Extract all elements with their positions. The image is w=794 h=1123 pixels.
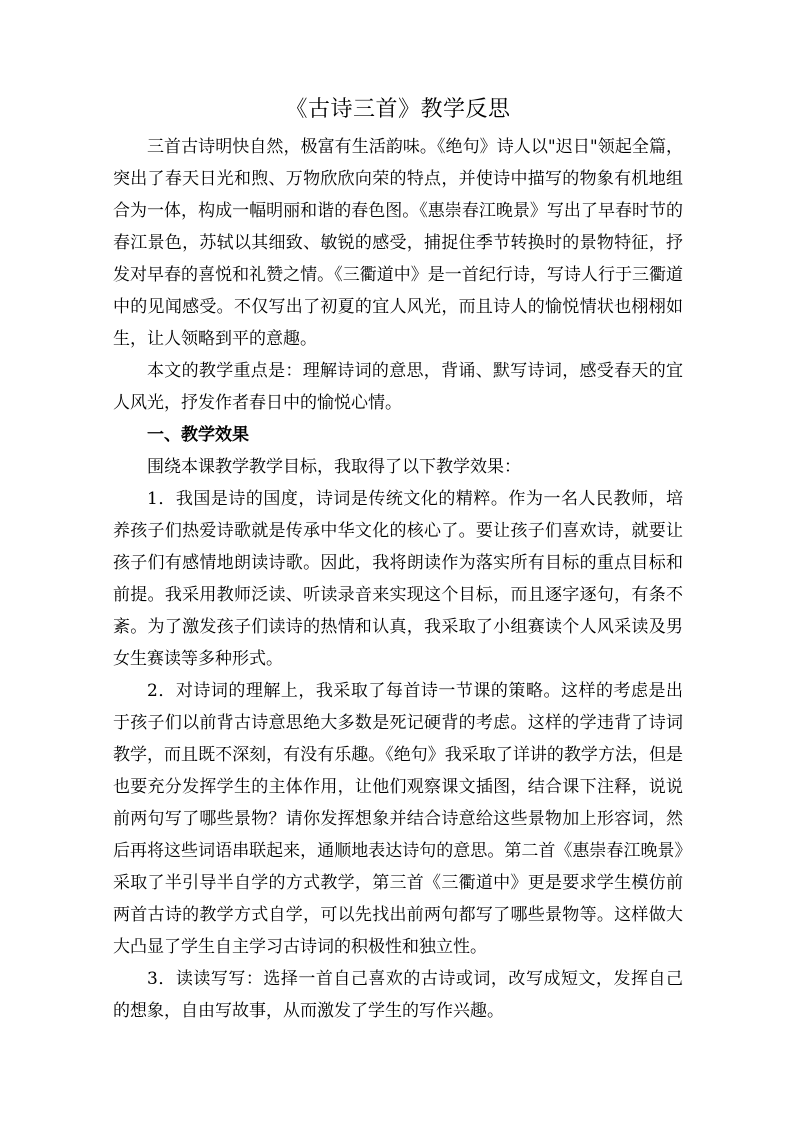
- intro-paragraph-focus: 本文的教学重点是：理解诗词的意思，背诵、默写诗词，感受春天的宜人风光，抒发作者春日中的愉悦心情。: [113, 361, 683, 413]
- effect-item-3: 3．读读写写：选择一首自己喜欢的古诗或词，改写成短文，发挥自己的想象，自由写故事，从而激发了学生的写作兴趣。: [113, 969, 683, 1021]
- intro-paragraph-poems: 三首古诗明快自然，极富有生活韵味。《绝句》诗人以"迟日"领起全篇，突出了春天日光和煦、万物欣欣向荣的特点，并使诗中描写的物象有机地组合为一体，构成一幅明丽和谐的春色图。《惠崇春江晚景》写出了早春时节的春江景色，苏轼以其细致、敏锐的感受，捕捉住季节转换时的景物特征，抒发对早春的喜悦和礼赞之情。《三衢道中》是一首纪行诗，写诗人行于三衢道中的见闻感受。不仅写出了初夏的宜人风光，而且诗人的愉悦情状也栩栩如生，让人领略到平的意趣。: [113, 137, 683, 349]
- document-body: [113, 92, 683, 1027]
- section-heading-teaching-effect: 一、教学效果: [147, 425, 249, 445]
- document-title: 《古诗三首》教学反思: [285, 97, 511, 122]
- effect-intro: 围绕本课教学教学目标，我取得了以下教学效果：: [147, 457, 521, 477]
- effect-item-1: 1．我国是诗的国度，诗词是传统文化的精粹。作为一名人民教师，培养孩子们热爱诗歌就是传承中华文化的核心了。要让孩子们喜欢诗，就要让孩子们有感情地朗读诗歌。因此，我将朗读作为落实所有目标的重点目标和前提。我采用教师泛读、听读录音来实现这个目标，而且逐字逐句，有条不紊。为了激发孩子们读诗的热情和认真，我采取了小组赛读个人风采读及男女生赛读等多种形式。: [113, 489, 683, 669]
- effect-item-2: 2．对诗词的理解上，我采取了每首诗一节课的策略。这样的考虑是出于孩子们以前背古诗意思绝大多数是死记硬背的考虑。这样的学违背了诗词教学，而且既不深刻，有没有乐趣。《绝句》我采取了详讲的教学方法，但是也要充分发挥学生的主体作用，让他们观察课文插图，结合课下注释，说说前两句写了哪些景物？请你发挥想象并结合诗意给这些景物加上形容词，然后再将这些词语串联起来，通顺地表达诗句的意思。第二首《惠崇春江晚景》采取了半引导半自学的方式教学，第三首《三衢道中》更是要求学生模仿前两首古诗的教学方式自学，可以先找出前两句都写了哪些景物等。这样做大大凸显了学生自主学习古诗词的积极性和独立性。: [113, 681, 683, 957]
